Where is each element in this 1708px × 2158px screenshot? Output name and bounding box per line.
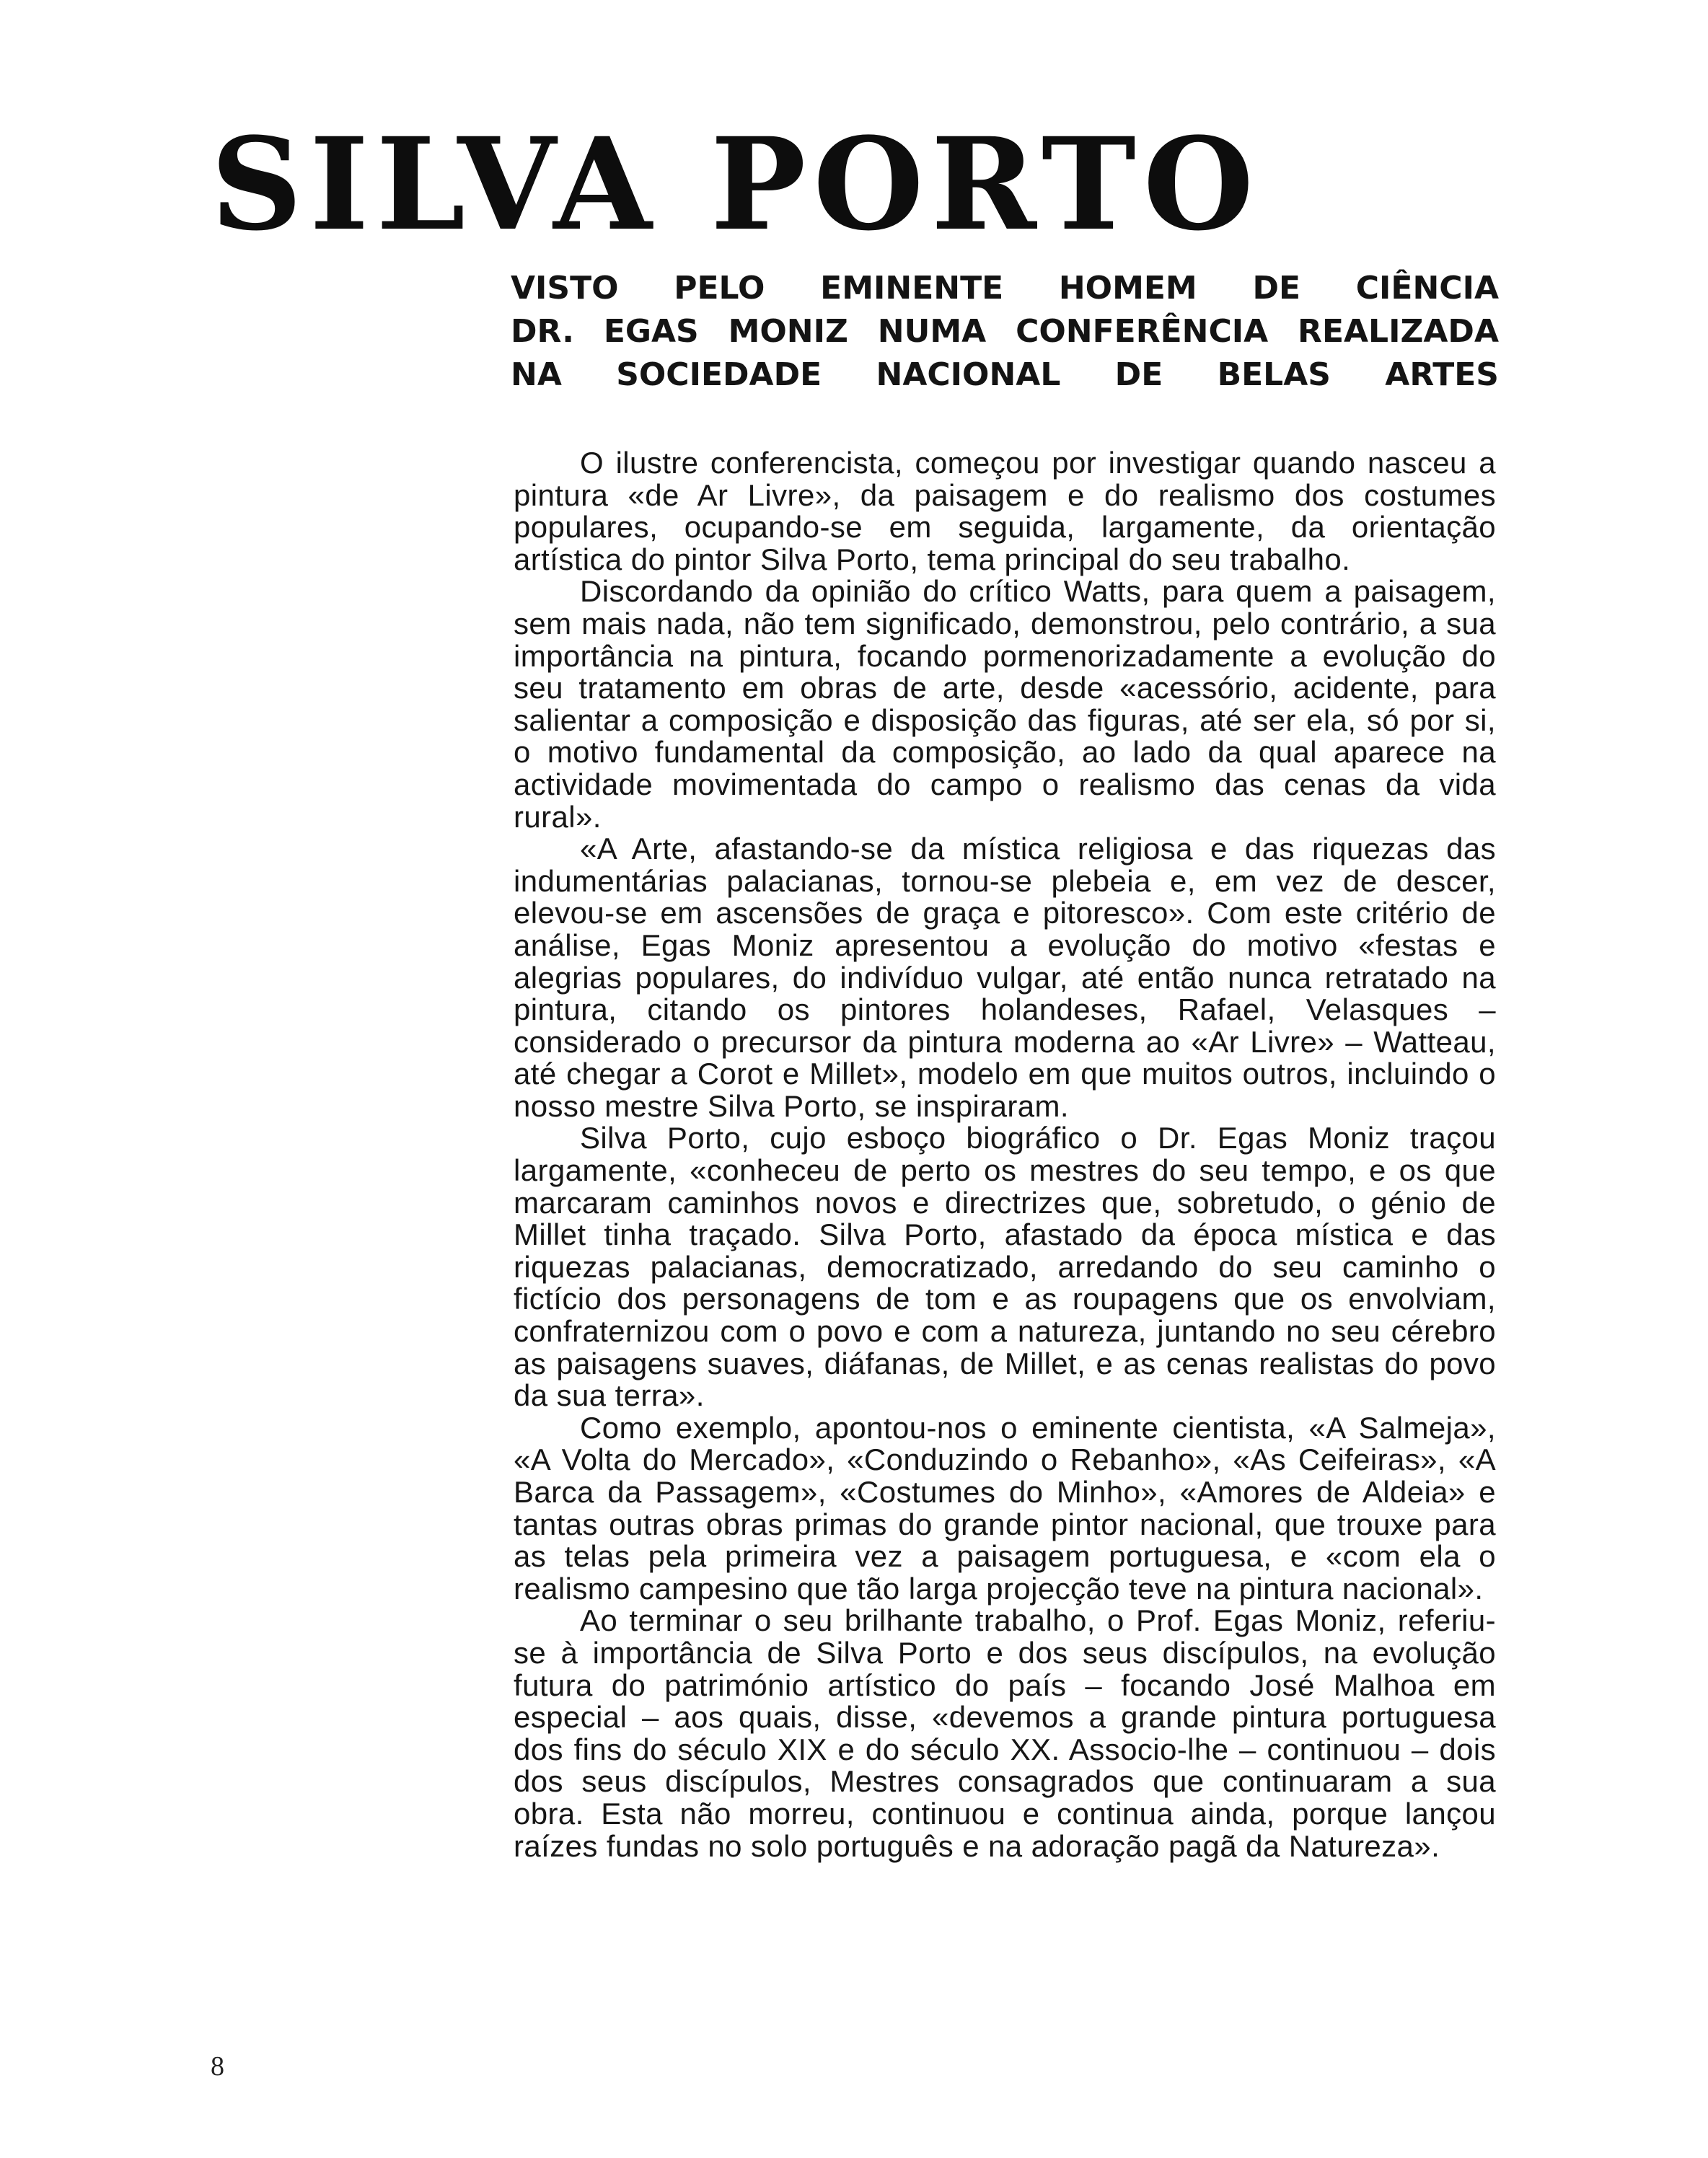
body-paragraph: «A Arte, afastando-se da mística religiosa e das riquezas das indumentárias palacianas, tornou-se plebeia e, em vez de descer, elevou-se em ascensões de graça e pitoresco». Com este critério de análise, Egas Moniz apresentou a evolução do motivo «festas e alegrias populares, do indivíduo vulgar, até então nunca retratado na pintura, citando os pintores holandeses, Rafael, Velasques – considerado o precursor da pintura moderna ao «Ar Livre» – Watteau, até chegar a Corot e Millet», modelo em que muitos outros, incluindo o nosso mestre Silva Porto, se inspiraram.: [514, 832, 1496, 1123]
body-paragraph: O ilustre conferencista, começou por investigar quando nasceu a pintura «de Ar Livre», da paisagem e do realismo dos costumes populares, ocupando-se em seguida, largamente, da orientação artística do pintor Silva Porto, tema principal do seu trabalho.: [514, 446, 1496, 576]
article-title: SILVA PORTO: [211, 110, 1262, 259]
subtitle-line: DR. EGAS MONIZ NUMA CONFERÊNCIA REALIZADA: [511, 313, 1499, 350]
body-paragraph: Discordando da opinião do crítico Watts, para quem a paisagem, sem mais nada, não tem significado, demonstrou, pelo contrário, a sua importância na pintura, focando pormenorizadamente a evolução do seu tratamento em obras de arte, desde «acessório, acidente, para salientar a composição e disposição das figuras, até ser ela, só por si, o motivo fundamental da composição, ao lado da qual aparece na actividade movimentada do campo o realismo das cenas da vida rural».: [514, 574, 1496, 834]
article-subtitle: [511, 267, 1499, 397]
body-paragraph: Como exemplo, apontou-nos o eminente cientista, «A Salmeja», «A Volta do Mercado», «Conduzindo o Rebanho», «As Ceifeiras», «A Barca da Passagem», «Costumes do Minho», «Amores de Aldeia» e tantas outras obras primas do grande pintor nacional, que trouxe para as telas pela primeira vez a paisagem portuguesa, e «com ela o realismo campesino que tão larga projecção teve na pintura nacional».: [514, 1410, 1496, 1606]
subtitle-line: NA SOCIEDADE NACIONAL DE BELAS ARTES: [511, 356, 1499, 393]
page-number: 8: [211, 2051, 224, 2082]
subtitle-line: VISTO PELO EMINENTE HOMEM DE CIÊNCIA: [511, 270, 1499, 307]
body-paragraph: Silva Porto, cujo esboço biográfico o Dr. Egas Moniz traçou largamente, «conheceu de perto os mestres do seu tempo, e os que marcaram caminhos novos e directrizes que, sobretudo, o génio de Millet tinha traçado. Silva Porto, afastado da época mística e das riquezas palacianas, democratizado, arredando do seu caminho o fictício dos personagens de tom e as roupagens que os envolviam, confraternizou com o povo e com a natureza, juntando no seu cérebro as paisagens suaves, diáfanas, de Millet, e as cenas realistas do povo da sua terra».: [514, 1121, 1496, 1413]
body-paragraph: Ao terminar o seu brilhante trabalho, o Prof. Egas Moniz, referiu-se à importância de Silva Porto e dos seus discípulos, na evolução futura do património artístico do país – focando José Malhoa em especial – aos quais, disse, «devemos a grande pintura portuguesa dos fins do século XIX e do século XX. Associo-lhe – continuou – dois dos seus discípulos, Mestres consagrados que continuaram a sua obra. Esta não morreu, continuou e continua ainda, porque lançou raízes fundas no solo português e na adoração pagã da Natureza».: [514, 1603, 1496, 1863]
article-body: [514, 447, 1496, 1862]
